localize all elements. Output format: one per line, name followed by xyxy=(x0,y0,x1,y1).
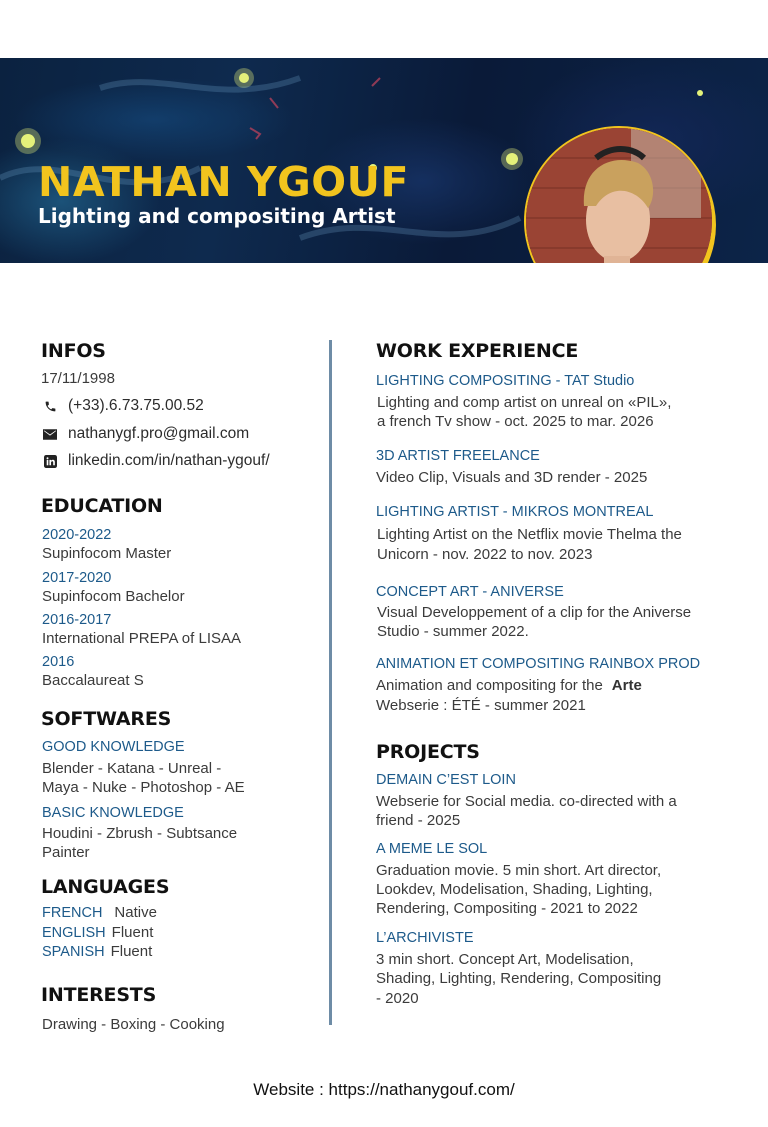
experience-desc: Animation and compositing for the xyxy=(376,677,603,694)
education-years: 2020-2022 xyxy=(42,527,112,543)
column-divider xyxy=(329,340,332,1025)
softwares-heading: SOFTWARES xyxy=(41,708,172,730)
experience-desc-row xyxy=(376,676,642,696)
candidate-name: NATHAN YGOUF xyxy=(38,158,409,206)
phone-number[interactable]: (+33).6.73.75.00.52 xyxy=(68,397,204,414)
language-name: ENGLISH xyxy=(42,925,106,941)
envelope-icon xyxy=(43,427,57,441)
phone-icon xyxy=(43,399,57,413)
work-experience-heading: WORK EXPERIENCE xyxy=(376,340,579,362)
good-knowledge-line: Blender - Katana - Unreal - xyxy=(42,760,222,777)
experience-desc: Lighting and comp artist on unreal on «PIL», xyxy=(377,394,672,411)
project-desc: - 2020 xyxy=(376,990,419,1007)
experience-title: ANIMATION ET COMPOSITING RAINBOX PROD xyxy=(376,656,701,672)
projects-heading: PROJECTS xyxy=(376,741,480,763)
experience-title: 3D ARTIST FREELANCE xyxy=(376,448,540,464)
project-desc: 3 min short. Concept Art, Modelisation, xyxy=(376,951,634,968)
experience-desc: Visual Developpement of a clip for the Aniverse xyxy=(377,604,692,621)
language-level: Native xyxy=(114,904,157,921)
language-name: SPANISH xyxy=(42,944,105,960)
website-link[interactable]: Website : https://nathanygouf.com/ xyxy=(253,1080,515,1099)
experience-title: LIGHTING ARTIST - MIKROS MONTREAL xyxy=(376,504,654,520)
linkedin-icon xyxy=(43,454,57,468)
good-knowledge-label: GOOD KNOWLEDGE xyxy=(42,739,185,755)
phone-row xyxy=(43,397,204,415)
education-years: 2016 xyxy=(42,654,75,670)
linkedin-link[interactable]: linkedin.com/in/nathan-ygouf/ xyxy=(68,452,270,469)
education-school: Baccalaureat S xyxy=(42,672,144,689)
email-link[interactable]: nathanygf.pro@gmail.com xyxy=(68,425,250,442)
project-desc: Webserie for Social media. co-directed with a xyxy=(376,793,677,810)
project-desc: Graduation movie. 5 min short. Art director, xyxy=(376,862,662,879)
project-desc: Rendering, Compositing - 2021 to 2022 xyxy=(376,900,638,917)
experience-desc: Studio - summer 2022. xyxy=(377,623,529,640)
language-level: Fluent xyxy=(110,943,153,960)
header-banner xyxy=(0,58,768,263)
good-knowledge-line: Maya - Nuke - Photoshop - AE xyxy=(42,779,245,796)
basic-knowledge-line: Houdini - Zbrush - Subtsance xyxy=(42,825,238,842)
experience-desc: Unicorn - nov. 2022 to nov. 2023 xyxy=(377,546,593,563)
education-school: Supinfocom Bachelor xyxy=(42,588,185,605)
education-school: International PREPA of LISAA xyxy=(42,630,242,647)
experience-title: CONCEPT ART - ANIVERSE xyxy=(376,584,564,600)
language-row xyxy=(42,923,153,943)
education-school: Supinfocom Master xyxy=(42,545,172,562)
project-desc: Shading, Lighting, Rendering, Compositing xyxy=(376,970,662,987)
languages-heading: LANGUAGES xyxy=(41,876,170,898)
project-desc: friend - 2025 xyxy=(376,812,461,829)
email-row xyxy=(43,425,249,443)
education-years: 2017-2020 xyxy=(42,570,112,586)
project-title: A MEME LE SOL xyxy=(376,841,488,857)
linkedin-row xyxy=(43,452,270,470)
experience-desc: Webserie : ÉTÉ - summer 2021 xyxy=(376,697,586,714)
experience-title: LIGHTING COMPOSITING - TAT Studio xyxy=(376,373,635,389)
experience-desc: Lighting Artist on the Netflix movie Thelma the xyxy=(377,526,682,543)
project-title: DEMAIN C’EST LOIN xyxy=(376,772,516,788)
basic-knowledge-line: Painter xyxy=(42,844,90,861)
experience-desc-bold: Arte xyxy=(611,677,642,694)
birthdate: 17/11/1998 xyxy=(41,370,115,387)
language-name: FRENCH xyxy=(42,905,103,921)
experience-desc: a french Tv show - oct. 2025 to mar. 2026 xyxy=(377,413,654,430)
job-title: Lighting and compositing Artist xyxy=(38,204,396,228)
language-row xyxy=(42,942,152,962)
education-heading: EDUCATION xyxy=(41,495,163,517)
basic-knowledge-label: BASIC KNOWLEDGE xyxy=(42,805,184,821)
language-row xyxy=(42,903,157,923)
experience-desc: Video Clip, Visuals and 3D render - 2025 xyxy=(376,469,648,486)
education-years: 2016-2017 xyxy=(42,612,112,628)
project-desc: Lookdev, Modelisation, Shading, Lighting, xyxy=(376,881,653,898)
interests-heading: INTERESTS xyxy=(41,984,157,1006)
project-title: L’ARCHIVISTE xyxy=(376,930,474,946)
language-level: Fluent xyxy=(111,924,154,941)
interests-text: Drawing - Boxing - Cooking xyxy=(42,1016,225,1033)
infos-heading: INFOS xyxy=(41,340,106,362)
